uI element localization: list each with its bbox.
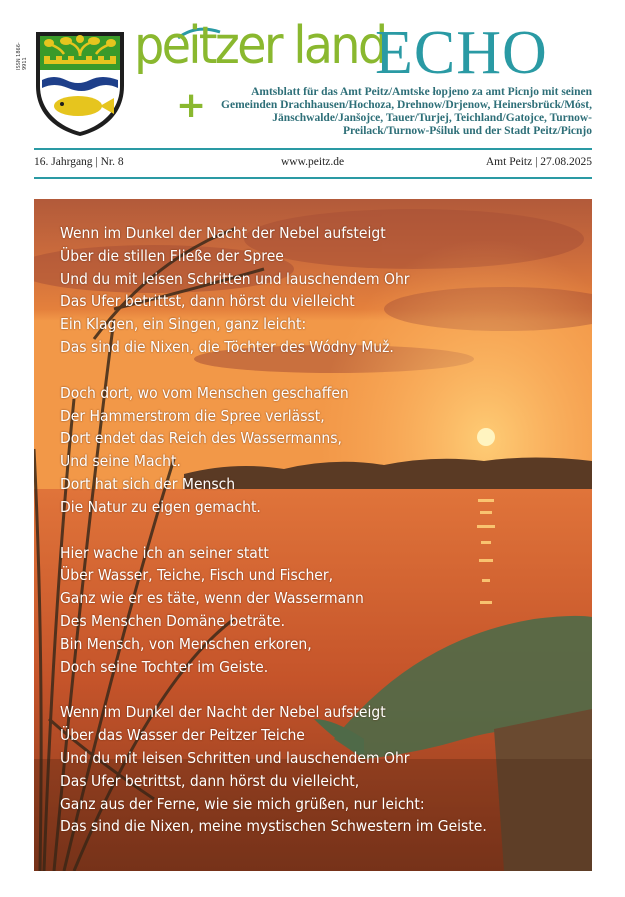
stanza-gap <box>60 359 432 382</box>
poem-line: Doch dort, wo vom Menschen geschaffen <box>60 383 349 402</box>
poem-line: Dort endet das Reich des Wassermanns, <box>60 429 342 448</box>
poem-line: Des Menschen Domäne beträte. <box>60 611 286 630</box>
coat-of-arms-icon <box>34 30 126 138</box>
poem-line: Wenn im Dunkel der Nacht der Nebel aufsteigt <box>60 224 386 242</box>
poem-line: Und du mit leisen Schritten und lauschendem Ohr <box>60 748 410 767</box>
poem-line: Über das Wasser der Peitzer Teiche <box>60 726 305 745</box>
poem-line: Hier wache ich an seiner statt <box>60 543 269 562</box>
poem-line: Das Ufer betrittst, dann hörst du vielleicht, <box>60 771 360 790</box>
poem-line: Wenn im Dunkel der Nacht der Nebel aufsteigt <box>60 703 386 722</box>
poem-line: Über Wasser, Teiche, Fisch und Fischer, <box>60 566 334 585</box>
poem-line: Über die stillen Fließe der Spree <box>60 246 284 265</box>
poem-line: Ganz aus der Ferne, wie sie mich grüßen, nur leicht: <box>60 794 425 813</box>
stanza-gap <box>60 519 432 542</box>
poem-line: Ein Klagen, ein Singen, ganz leicht: <box>60 315 307 334</box>
top-rule <box>34 148 592 150</box>
poem-line: Doch seine Tochter im Geiste. <box>60 657 269 676</box>
masthead-subtitle: Amtsblatt für das Amt Peitz/Amtske łopjeno za amt Picnjo mit seinen Gemeinden Drachhausen/Hochoza, Drehnow/Drjenow, Heinersbrück/Móst, Jänschwalde/Janšojce, Tauer/Turjej, Teichland/Gatojce, Turnow-Preilack/Turnow-Pśiluk und der Stadt Peitz/Picnjo <box>221 86 592 137</box>
poem-line: Ganz wie er es täte, wenn der Wassermann <box>60 589 364 608</box>
website-link[interactable]: www.peitz.de <box>281 156 345 168</box>
poem-line: Der Hammerstrom die Spree verlässt, <box>60 406 325 425</box>
issue-date: Amt Peitz | 27.08.2025 <box>485 156 592 168</box>
issue-edition: 16. Jahrgang | Nr. 8 <box>34 156 124 168</box>
poem-line: Dort hat sich der Mensch <box>60 474 236 493</box>
plus-sign: + <box>176 85 207 126</box>
poem-line: Das sind die Nixen, die Töchter des Wódny Muž. <box>60 337 394 356</box>
title-peitzer-land: peitzer land <box>134 16 386 76</box>
poem-line: Das sind die Nixen, meine mystischen Schwestern im Geiste. <box>60 817 487 836</box>
poem-line: Die Natur zu eigen gemacht. <box>60 497 261 516</box>
poem-line: Das Ufer betrittst, dann hörst du vielleicht <box>60 292 355 311</box>
poem-line: Und du mit leisen Schritten und lauschendem Ohr <box>60 269 410 288</box>
poem-line: Und seine Macht. <box>60 452 181 471</box>
bottom-rule <box>34 177 592 179</box>
title-echo: ECHO <box>375 19 548 87</box>
stanza-gap <box>60 678 432 701</box>
issn-label: ISSN 1866-9911 <box>16 42 28 70</box>
poem-line: Bin Mensch, von Menschen erkoren, <box>60 634 312 653</box>
poem <box>60 222 487 838</box>
